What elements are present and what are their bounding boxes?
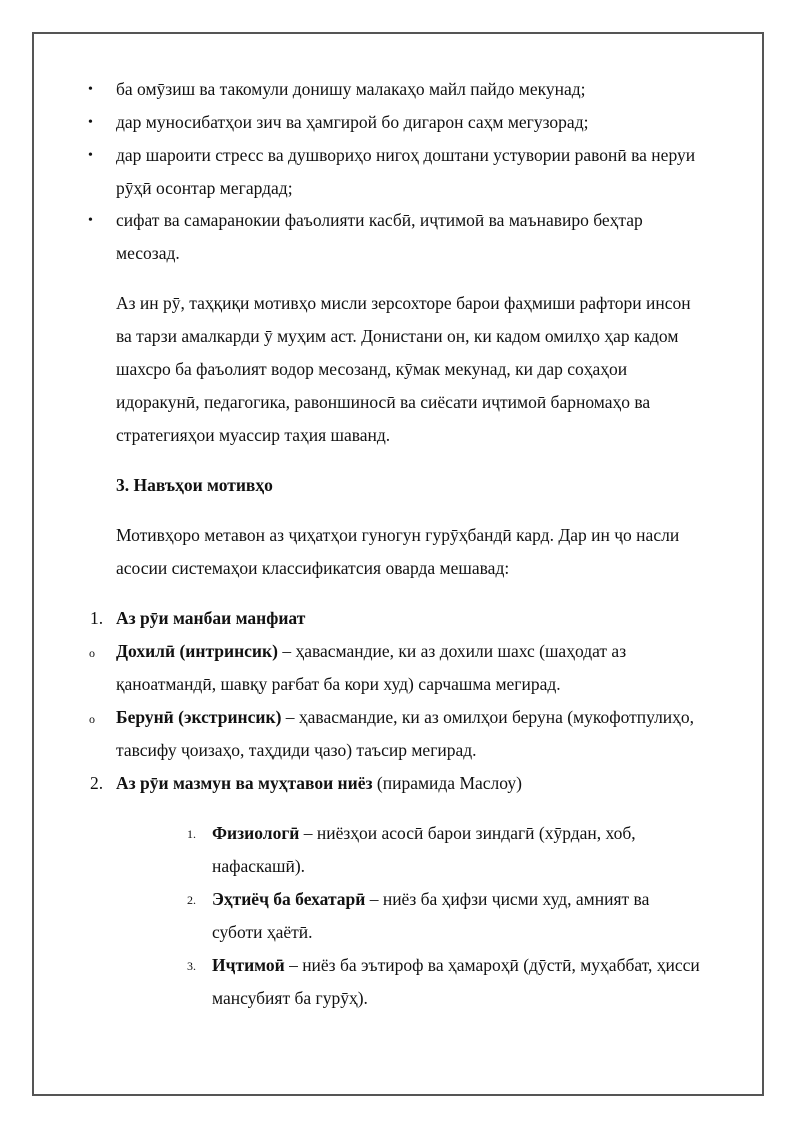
subitem-text: – ниёз ба ҳифзи ҷисми худ, амният ва: [365, 889, 650, 909]
subitem-text: – ниёзҳои асосӣ барои зиндагӣ (хӯрдан, хоб,: [299, 823, 636, 843]
subitem-text-cont: нафаскашӣ).: [212, 856, 306, 876]
sublist-number: 2.: [187, 893, 196, 907]
bullet-icon: •: [88, 148, 93, 163]
paragraph-line: асосии системаҳои классификатсия оварда мешавад:: [116, 558, 510, 578]
subitem-text-cont: қаноатмандӣ, шавқу рағбат ба кори худ) сарчашма мегирад.: [116, 674, 561, 694]
subitem-social: [212, 954, 700, 976]
list-number: 1.: [90, 608, 104, 628]
bullet-item-4-line-1: сифат ва самаранокии фаъолияти касбӣ, иҷтимоӣ ва маънавиро беҳтар: [116, 210, 643, 230]
bullet-icon: •: [88, 213, 93, 228]
subitem-text-cont: мансубият ба гурӯҳ).: [212, 988, 368, 1008]
list-item-title: Аз рӯи мазмун ва муҳтавои ниёз: [116, 773, 373, 793]
subitem-term: Иҷтимоӣ: [212, 955, 285, 975]
section-heading: 3. Навъҳои мотивҳо: [116, 475, 273, 495]
subitem-intrinsic: [116, 640, 626, 662]
bullet-icon: •: [88, 115, 93, 130]
sublist-number: 3.: [187, 959, 196, 973]
subitem-safety: [212, 888, 649, 910]
document-page: [32, 32, 764, 1096]
list-item-title: Аз рӯи манбаи манфиат: [116, 608, 306, 628]
subitem-text-cont: суботи ҳаётӣ.: [212, 922, 313, 942]
paragraph-line: шахсро ба фаъолият водор месозанд, кӯмак мекунад, ки дар соҳаҳои: [116, 359, 628, 379]
paragraph-line: Мотивҳоро метавон аз ҷиҳатҳои гуногун гурӯҳбандӣ кард. Дар ин ҷо насли: [116, 525, 680, 545]
subitem-term: Физиологӣ: [212, 823, 300, 843]
bullet-item-3-line-1: дар шароити стресс ва душвориҳо нигоҳ доштани устувории равонӣ ва неруи: [116, 145, 696, 165]
subitem-text: – ҳавасмандие, ки аз дохили шахс (шаҳодат аз: [277, 641, 627, 661]
subitem-text-cont: тавсифу ҷоизаҳо, таҳдиди ҷазо) таъсир мегирад.: [116, 740, 477, 760]
subitem-extrinsic: [116, 706, 694, 728]
bullet-icon: •: [88, 82, 93, 97]
paragraph-line: стратегияҳои муассир таҳия шаванд.: [116, 425, 391, 445]
sublist-number: 1.: [187, 827, 196, 841]
subitem-term: Дохилӣ (интринсик): [116, 641, 278, 661]
list-item-title-suffix: (пирамида Маслоу): [372, 773, 522, 793]
circle-bullet-icon: o: [89, 646, 95, 660]
subitem-text: – ниёз ба эътироф ва ҳамароҳӣ (дӯстӣ, муҳаббат, ҳисси: [284, 955, 700, 975]
circle-bullet-icon: o: [89, 712, 95, 726]
list-item-title-line: [116, 772, 522, 794]
bullet-item-4-line-2: месозад.: [116, 243, 180, 263]
list-number: 2.: [90, 773, 104, 793]
bullet-item-1: ба омӯзиш ва такомули донишу малакаҳо майл пайдо мекунад;: [116, 79, 586, 99]
subitem-term: Берунӣ (экстринсик): [116, 707, 282, 727]
paragraph-line: идоракунӣ, педагогика, равоншиносӣ ва сиёсати иҷтимоӣ барномаҳо ва: [116, 392, 651, 412]
bullet-item-3-line-2: рӯҳӣ осонтар мегардад;: [116, 178, 293, 198]
bullet-item-2: дар муносибатҳои зич ва ҳамгирой бо дигарон саҳм мегузорад;: [116, 112, 589, 132]
subitem-text: – ҳавасмандие, ки аз омилҳои беруна (мукофотпулиҳо,: [281, 707, 695, 727]
paragraph-line: ва тарзи амалкарди ӯ муҳим аст. Донистани он, ки кадом омилҳо ҳар кадом: [116, 326, 679, 346]
subitem-term: Эҳтиёҷ ба бехатарӣ: [212, 889, 366, 909]
paragraph-line: Аз ин рӯ, таҳқиқи мотивҳо мисли зерсохторе барои фаҳмиши рафтори инсон: [116, 293, 691, 313]
subitem-physiological: [212, 822, 636, 844]
